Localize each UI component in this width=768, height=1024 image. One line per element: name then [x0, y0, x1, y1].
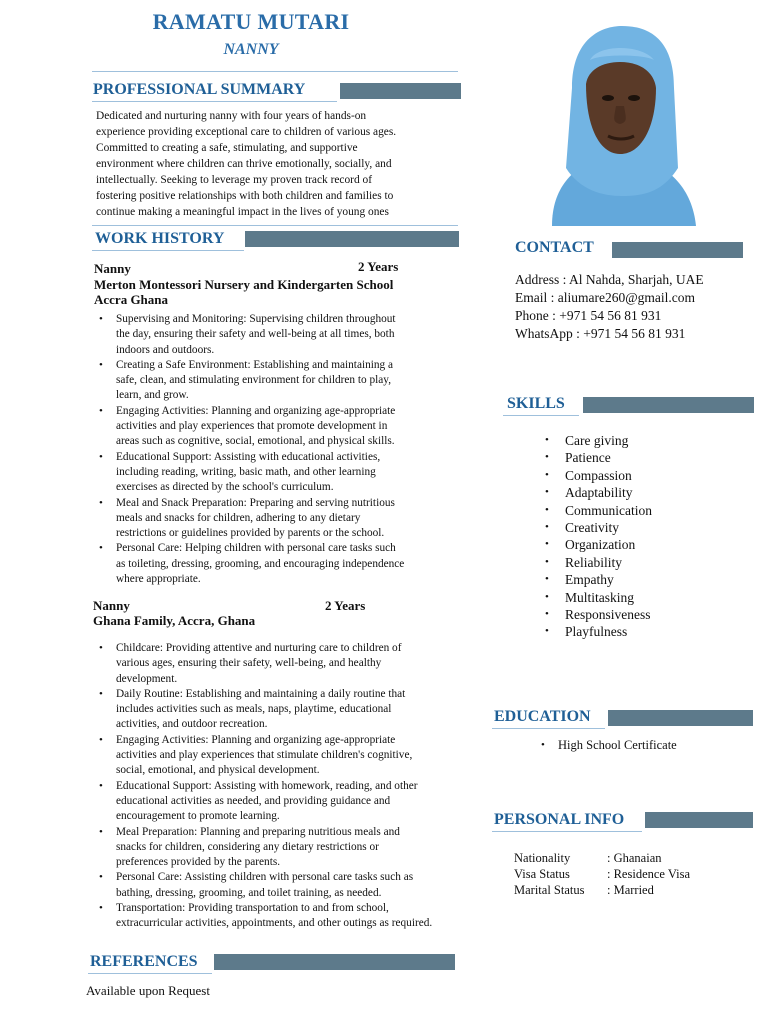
job-duty-line: encouragement to promote learning. [116, 810, 280, 823]
skill-item: • Multitasking [543, 589, 652, 606]
skill-item: • Compassion [543, 467, 652, 484]
job-duty-item [94, 450, 474, 496]
contact-line: Email : aliumare260@gmail.com [515, 290, 696, 305]
job-duration: 2 Years [325, 598, 366, 613]
personal-info-label: Visa Status [514, 867, 570, 882]
job-duty-line: various ages, ensuring their safety, well-being, and healthy [116, 657, 382, 670]
summary-heading: PROFESSIONAL SUMMARY [93, 81, 306, 98]
job-duty-line: preferences provided by the parents. [116, 856, 281, 869]
skill-item: • Communication [543, 502, 652, 519]
job-duty-line: • Personal Care: Assisting children with personal care tasks such as [116, 871, 414, 884]
job-duty-item [94, 779, 504, 825]
references-heading: REFERENCES [90, 953, 198, 970]
personal-info-value: : Married [607, 883, 654, 898]
personal-info-label: Nationality [514, 851, 571, 865]
contact-line: WhatsApp : +971 54 56 81 931 [515, 326, 686, 341]
job-duty-line: • Transportation: Providing transportation to and from school, [116, 902, 389, 915]
job-duty-line: where appropriate. [116, 573, 201, 586]
education-heading: EDUCATION [494, 708, 591, 725]
skill-item: • Playfulness [543, 623, 652, 640]
job-position: Nanny [94, 261, 131, 276]
job-duty-line: activities, and outdoor recreation. [116, 718, 268, 731]
job-duty-line: indoors and outdoors. [116, 343, 215, 356]
contact-details [515, 271, 704, 343]
references-heading-underline [88, 973, 212, 974]
candidate-role: NANNY [223, 41, 279, 58]
job-duty-item [94, 312, 474, 358]
skills-heading-bar [583, 397, 754, 413]
job-duty-line: activities and play experiences that stimulate children's cognitive, [116, 749, 413, 762]
skill-item: • Patience [543, 449, 652, 466]
profile-photo [532, 18, 708, 226]
job-duty-line: educational activities as needed, and providing guidance and [116, 794, 391, 807]
job-duty-line: • Educational Support: Assisting with homework, reading, and other [116, 779, 418, 792]
skill-item: • Creativity [543, 519, 652, 536]
job-duty-line: including reading, writing, basic math, and other learning [116, 465, 376, 478]
job-duty-line: activities and play experiences that promote development in [116, 420, 388, 433]
summary-line: continue making a meaningful impact in the lives of young ones [96, 206, 389, 218]
skill-item: • Reliability [543, 554, 652, 571]
job-duty-line: extracurricular activities, appointments, and other outings as required. [116, 917, 433, 930]
job-duty-line: • Meal and Snack Preparation: Preparing and serving nutritious [116, 496, 395, 509]
job-duty-line: areas such as cognitive, social, emotional, and physical skills. [116, 435, 395, 448]
job-duty-line: • Daily Routine: Establishing and maintaining a daily routine that [116, 687, 406, 700]
job-duty-line: bathing, dressing, grooming, and toilet training, as needed. [116, 886, 382, 899]
skills-list [543, 432, 652, 641]
job-duty-item [94, 496, 474, 542]
summary-line: Dedicated and nurturing nanny with four years of hands-on [96, 110, 367, 122]
job-duty-line: development. [116, 672, 178, 685]
summary-heading-bar [340, 83, 461, 99]
references-heading-bar [214, 954, 455, 970]
job-duty-line: • Educational Support: Assisting with educational activities, [116, 450, 381, 463]
education-item: • High School Certificate [536, 737, 677, 753]
job-duty-line: • Personal Care: Helping children with personal care tasks such [116, 542, 396, 555]
contact-heading-bar [612, 242, 743, 258]
personal-info-label: Marital Status [514, 883, 585, 898]
personal-info-row [514, 866, 690, 882]
education-heading-bar [608, 710, 753, 726]
job-duty-line: the day, ensuring their safety and well-being at all times, both [116, 328, 395, 341]
skill-item: • Adaptability [543, 484, 652, 501]
summary-heading-underline [92, 101, 337, 102]
skill-item: • Care giving [543, 432, 652, 449]
job-duty-line: • Childcare: Providing attentive and nurturing care to children of [116, 642, 402, 654]
personal-info-row [514, 882, 690, 898]
job-employer: Merton Montessori Nursery and Kindergarten School [94, 277, 394, 292]
skill-item: • Empathy [543, 571, 652, 588]
summary-line: intellectually. Seeking to leverage my proven track record of [96, 174, 373, 186]
personal-info-value: : Ghanaian [607, 851, 662, 865]
personal-info-row [514, 850, 690, 866]
job-duty-line: exercises as directed by the school's curriculum. [116, 481, 334, 494]
job-position: Nanny [93, 598, 130, 613]
summary-line: fostering positive relationships with both children and families to [96, 190, 394, 202]
job-duty-line: meals and snacks for children, adhering to any dietary [116, 511, 361, 524]
skill-item: • Organization [543, 536, 652, 553]
personal-info-value: : Residence Visa [607, 867, 691, 882]
skills-heading-underline [503, 415, 579, 416]
education-heading-underline [492, 728, 605, 729]
job-duties-list [94, 312, 474, 587]
job-duty-item [94, 687, 504, 733]
job-duty-line: • Creating a Safe Environment: Establishing and maintaining a [116, 358, 394, 371]
contact-line: Phone : +971 54 56 81 931 [515, 308, 662, 323]
job-duration: 2 Years [358, 259, 399, 274]
summary-line: environment where children can thrive emotionally, socially, and [96, 158, 392, 170]
summary-line: experience providing exceptional care to children of various ages. [96, 126, 397, 138]
work-history-heading-bar [245, 231, 459, 247]
personal-info-heading-underline [492, 831, 642, 832]
summary-divider [92, 225, 458, 226]
references-text: Available upon Request [86, 983, 210, 998]
job-duty-line: • Engaging Activities: Planning and organizing age-appropriate [116, 733, 396, 746]
job-duty-item [94, 870, 504, 901]
job-duty-line: social, emotional, and physical development. [116, 764, 320, 777]
job-duty-item [94, 901, 504, 932]
summary-text [96, 108, 460, 220]
header-divider [92, 71, 458, 72]
job-duty-item [94, 733, 504, 779]
job-duty-line: restrictions or guidelines provided by parents or the school. [116, 527, 385, 540]
job-duty-line: includes activities such as meals, naps, playtime, educational [116, 703, 392, 716]
job-duty-item [94, 541, 474, 587]
summary-line: Committed to creating a safe, stimulating, and supportive [96, 142, 358, 154]
job-duty-line: safe, clean, and stimulating environment for children to play, [116, 374, 392, 387]
job-duty-line: learn, and grow. [116, 389, 189, 402]
contact-heading: CONTACT [515, 239, 594, 256]
personal-info-table [514, 850, 690, 899]
job-employer: Ghana Family, Accra, Ghana [93, 613, 256, 628]
job-duty-item [94, 358, 474, 404]
job-duty-line: • Supervising and Monitoring: Supervising children throughout [116, 313, 396, 325]
candidate-name: RAMATU MUTARI [152, 9, 350, 34]
job-duty-item [94, 641, 504, 687]
job-duty-line: • Engaging Activities: Planning and organizing age-appropriate [116, 404, 396, 417]
job-duty-item [94, 825, 504, 871]
profile-photo-illustration [532, 18, 708, 226]
work-history-heading: WORK HISTORY [95, 230, 225, 247]
skill-item: • Responsiveness [543, 606, 652, 623]
job-duty-line: as toileting, dressing, grooming, and encouraging independence [116, 557, 405, 570]
job-location: Accra Ghana [94, 292, 169, 307]
education-list [536, 737, 677, 753]
job-duty-item [94, 404, 474, 450]
work-history-heading-underline [92, 250, 244, 251]
skills-heading: SKILLS [507, 395, 565, 412]
job-duty-line: snacks for children, considering any dietary restrictions or [116, 840, 379, 853]
contact-line: Address : Al Nahda, Sharjah, UAE [515, 272, 704, 287]
job-duties-list [94, 641, 504, 932]
job-duty-line: • Meal Preparation: Planning and preparing nutritious meals and [116, 825, 400, 838]
personal-info-heading: PERSONAL INFO [494, 811, 625, 828]
personal-info-heading-bar [645, 812, 753, 828]
